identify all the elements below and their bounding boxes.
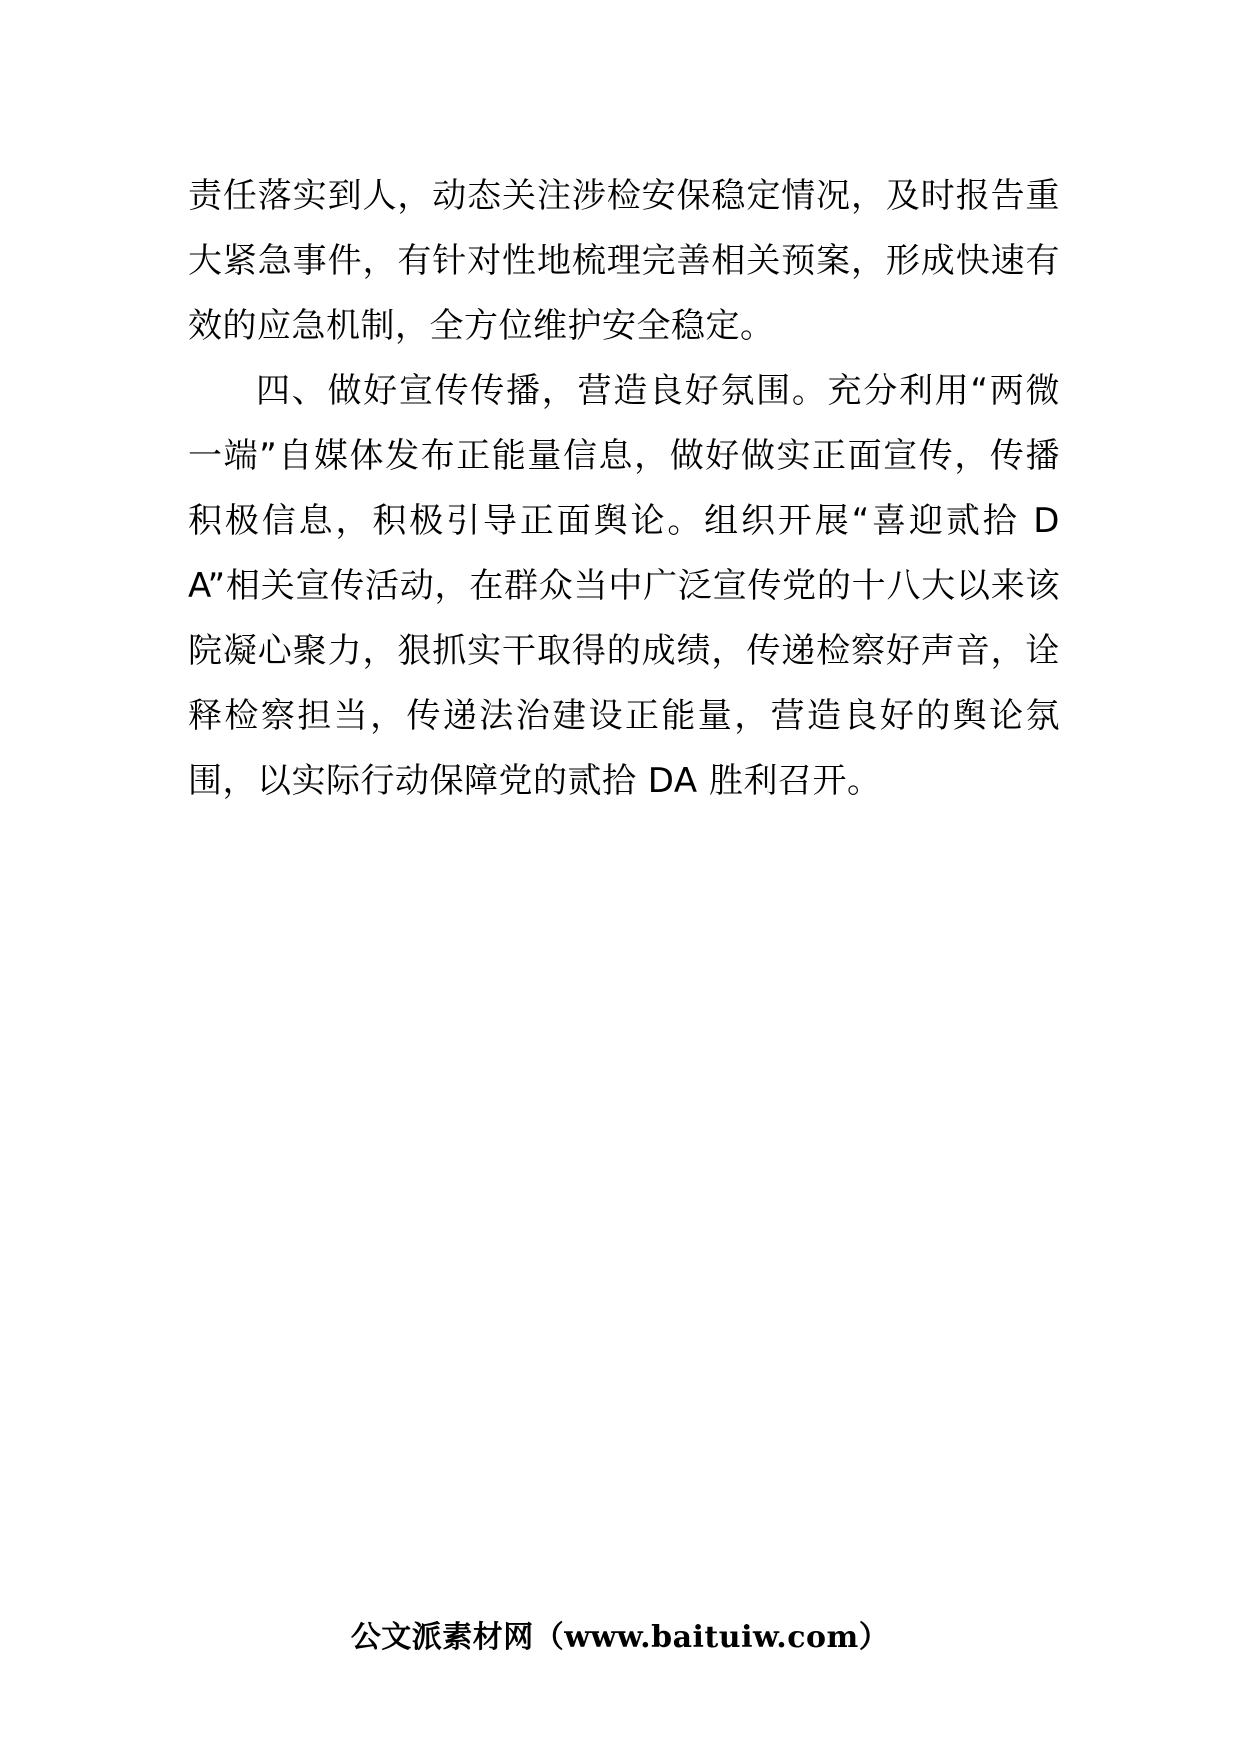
paragraph-continuation: 责任落实到人，动态关注涉检安保稳定情况，及时报告重大紧急事件，有针对性地梳理完善相关预案，形成快速有效的应急机制，全方位维护安全稳定。 xyxy=(188,176,1060,346)
document-body xyxy=(188,164,1060,814)
paragraph-section-four: 四、做好宣传传播，营造良好氛围。充分利用“两微一端”自媒体发布正能量信息，做好做实正面宣传，传播积极信息，积极引导正面舆论。组织开展“喜迎贰拾 DA”相关宣传活动，在群众当中广泛宣传党的十八大以来该院凝心聚力，狠抓实干取得的成绩，传递检察好声音，诠释检察担当，传递法治建设正能量，营造良好的舆论氛围，以实际行动保障党的贰拾 DA 胜利召开。 xyxy=(188,371,1060,801)
source-footer: 公文派素材网（www.baituiw.com） xyxy=(350,1620,890,1655)
